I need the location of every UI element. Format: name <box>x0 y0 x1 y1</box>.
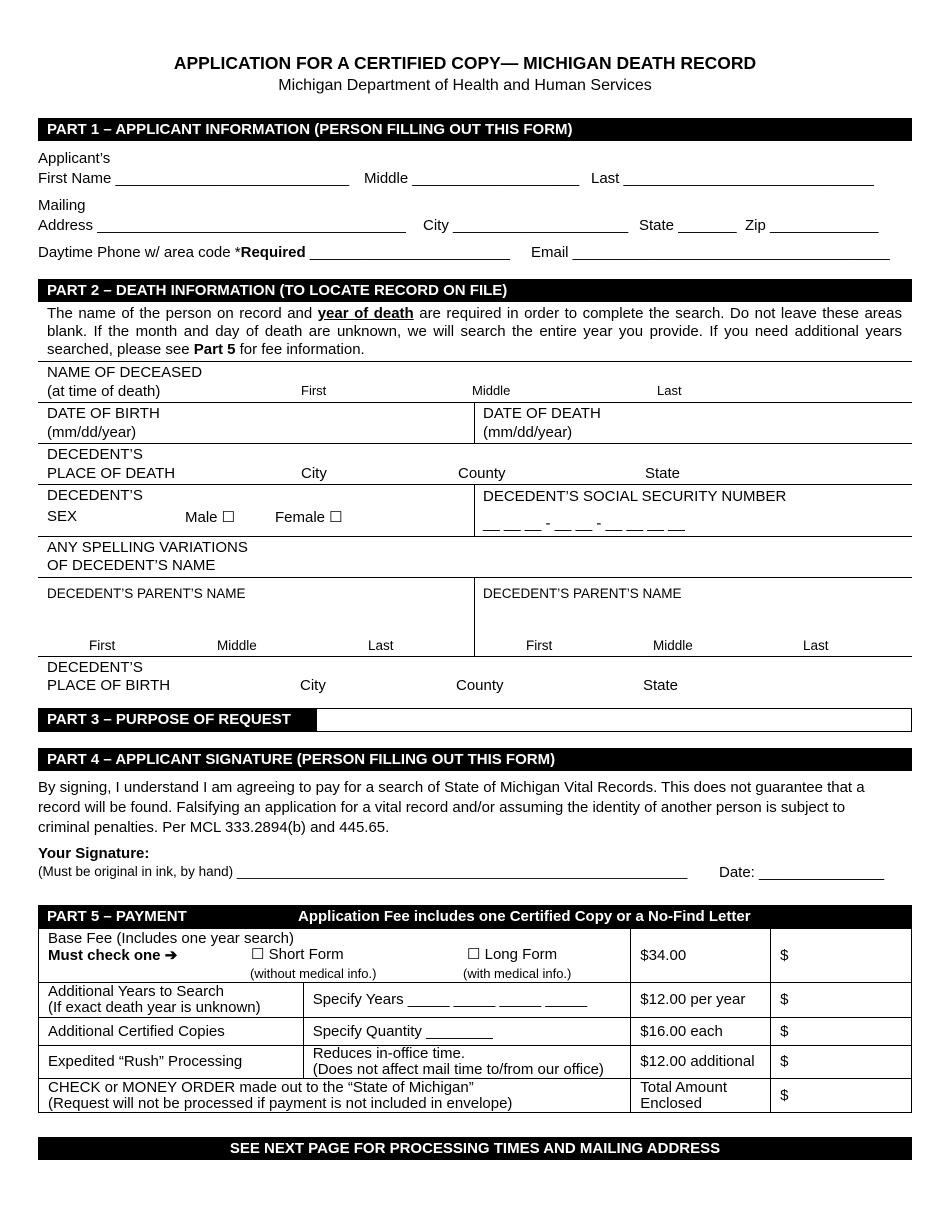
parent1-name-label: DECEDENT’S PARENT’S NAME <box>47 586 246 601</box>
mailing-label: Mailing <box>38 197 86 214</box>
email-field[interactable]: Email ______________________________________ <box>531 244 890 261</box>
additional-copies-label: Additional Certified Copies <box>39 1018 304 1046</box>
deceased-first-field[interactable]: First <box>301 383 327 398</box>
sex-decedents: DECEDENT’S <box>47 487 143 504</box>
divider <box>38 656 912 657</box>
parent1-first-field[interactable]: First <box>89 638 116 653</box>
zip-field[interactable]: Zip _____________ <box>745 217 879 234</box>
female-checkbox[interactable]: Female ☐ <box>275 509 343 526</box>
short-form-checkbox[interactable]: ☐ Short Form <box>251 946 344 963</box>
spelling-variations-field[interactable]: OF DECEDENT’S NAME <box>47 557 216 574</box>
applicant-label: Applicant’s <box>38 150 111 167</box>
rush-amount-field[interactable]: $ <box>771 1046 912 1079</box>
divider <box>38 484 912 485</box>
additional-years-note: (If exact death year is unknown) <box>48 999 261 1016</box>
place-of-birth-decedents: DECEDENT’S <box>47 659 143 676</box>
dob-format[interactable]: (mm/dd/year) <box>47 424 137 441</box>
table-row <box>39 983 912 1018</box>
state-field[interactable]: State _______ <box>639 217 737 234</box>
table-row <box>39 1079 912 1113</box>
dod-format[interactable]: (mm/dd/year) <box>483 424 573 441</box>
parent2-first-field[interactable]: First <box>526 638 553 653</box>
part1-heading: PART 1 – APPLICANT INFORMATION (PERSON FILLING OUT THIS FORM) <box>38 118 912 141</box>
name-of-deceased-label: NAME OF DECEASED <box>47 364 203 381</box>
divider <box>474 484 475 536</box>
birth-state-field[interactable]: State <box>643 677 679 694</box>
parent2-name-label: DECEDENT’S PARENT’S NAME <box>483 586 682 601</box>
place-of-death-label: PLACE OF DEATH <box>47 465 176 482</box>
check-payable-label: CHECK or MONEY ORDER made out to the “State of Michigan” <box>48 1078 474 1096</box>
check-payable-note: (Request will not be processed if payment is not included in envelope) <box>48 1094 513 1112</box>
dod-label: DATE OF DEATH <box>483 405 601 422</box>
divider <box>38 443 912 444</box>
part5-heading-note: Application Fee includes one Certified Copy or a No-Find Letter <box>298 908 751 925</box>
first-name-field[interactable]: First Name ____________________________ <box>38 170 350 187</box>
at-time-of-death-label: (at time of death) <box>47 383 161 400</box>
parent2-last-field[interactable]: Last <box>803 638 829 653</box>
death-state-field[interactable]: State <box>645 465 681 482</box>
part5-heading: PART 5 – PAYMENT Application Fee includes one Certified Copy or a No-Find Letter <box>38 905 912 928</box>
part2-heading: PART 2 – DEATH INFORMATION (TO LOCATE RECORD ON FILE) <box>38 279 912 302</box>
signature-date-field[interactable]: Date: _______________ <box>719 864 885 881</box>
total-amount-field[interactable]: $ <box>771 1079 912 1113</box>
table-row <box>39 929 912 983</box>
base-fee-amount-field[interactable]: $ <box>771 929 912 983</box>
divider <box>38 536 912 537</box>
parent1-last-field[interactable]: Last <box>368 638 394 653</box>
deceased-last-field[interactable]: Last <box>657 383 682 398</box>
additional-copies-amount-field[interactable]: $ <box>771 1018 912 1046</box>
ssn-label: DECEDENT’S SOCIAL SECURITY NUMBER <box>483 488 787 505</box>
rush-note-detail: (Does not affect mail time to/from our office) <box>312 1061 604 1078</box>
place-of-birth-label: PLACE OF BIRTH <box>47 677 171 694</box>
address-field[interactable]: Address _____________________________________ <box>38 217 406 234</box>
base-fee-price: $34.00 <box>631 929 771 983</box>
long-form-checkbox[interactable]: ☐ Long Form <box>467 946 558 963</box>
divider <box>38 577 912 578</box>
birth-city-field[interactable]: City <box>300 677 326 694</box>
last-name-field[interactable]: Last ______________________________ <box>591 170 874 187</box>
must-check-label: Must check one ➔ <box>48 947 178 964</box>
base-fee-label: Base Fee (Includes one year search) <box>48 930 294 947</box>
additional-copies-price: $16.00 each <box>631 1018 771 1046</box>
short-form-note: (without medical info.) <box>250 966 377 981</box>
deceased-middle-field[interactable]: Middle <box>472 383 511 398</box>
rush-processing-label: Expedited “Rush” Processing <box>39 1046 304 1079</box>
table-row <box>39 1018 912 1046</box>
rush-price: $12.00 additional <box>631 1046 771 1079</box>
sex-label: SEX <box>47 508 78 525</box>
city-field[interactable]: City _____________________ <box>423 217 629 234</box>
divider <box>38 361 912 362</box>
specify-quantity-field[interactable]: Specify Quantity ________ <box>303 1018 631 1046</box>
male-checkbox[interactable]: Male ☐ <box>185 509 236 526</box>
total-amount-label: Total Amount <box>640 1078 727 1096</box>
parent2-middle-field[interactable]: Middle <box>653 638 693 653</box>
table-row <box>39 1046 912 1079</box>
death-county-field[interactable]: County <box>458 465 506 482</box>
signature-statement: By signing, I understand I am agreeing to pay for a search of State of Michigan Vital Records. This does not guarantee that a record will be found. Falsifying an application for a vital record and/or assuming the identity of another person is subject to criminal penalties. Per MCL 333.2894(b) and 445.65. <box>38 779 865 836</box>
dob-label: DATE OF BIRTH <box>47 405 160 422</box>
rush-note: Reduces in-office time. <box>312 1045 465 1062</box>
phone-field[interactable]: Daytime Phone w/ area code *Required ________________________ <box>38 244 511 261</box>
ssn-field[interactable]: __ __ __ - __ __ - __ __ __ __ <box>483 515 685 532</box>
your-signature-label: Your Signature: <box>38 845 150 862</box>
long-form-note: (with medical info.) <box>463 966 572 981</box>
part2-instructions: The name of the person on record and year of death are required in order to complete the search. Do not leave these areas blank. If the month and day of death are unknown, we will search the entire year you provide. If you need additional years searched, please see Part 5 for fee information. <box>47 305 902 358</box>
payment-table <box>38 928 912 1113</box>
additional-years-amount-field[interactable]: $ <box>771 983 912 1018</box>
specify-years-field[interactable]: Specify Years _____ _____ _____ _____ <box>303 983 631 1018</box>
divider <box>38 402 912 403</box>
place-of-death-decedents: DECEDENT’S <box>47 446 143 463</box>
additional-years-label: Additional Years to Search <box>48 983 224 1000</box>
part3-heading: PART 3 – PURPOSE OF REQUEST <box>38 708 317 732</box>
form-subtitle: Michigan Department of Health and Human Services <box>278 77 652 94</box>
footer-notice: SEE NEXT PAGE FOR PROCESSING TIMES AND MAILING ADDRESS <box>38 1137 912 1160</box>
form-title: APPLICATION FOR A CERTIFIED COPY— MICHIGAN DEATH RECORD <box>173 53 757 73</box>
death-city-field[interactable]: City <box>301 465 327 482</box>
additional-years-price: $12.00 per year <box>631 983 771 1018</box>
total-enclosed-label: Enclosed <box>640 1094 702 1112</box>
middle-name-field[interactable]: Middle ____________________ <box>364 170 580 187</box>
divider <box>474 402 475 443</box>
part4-heading: PART 4 – APPLICANT SIGNATURE (PERSON FILLING OUT THIS FORM) <box>38 748 912 771</box>
parent1-middle-field[interactable]: Middle <box>217 638 257 653</box>
divider <box>474 577 475 656</box>
signature-field[interactable]: (Must be original in ink, by hand) ____________________________________________________________ <box>38 864 688 879</box>
spelling-variations-label: ANY SPELLING VARIATIONS <box>47 539 248 556</box>
birth-county-field[interactable]: County <box>456 677 504 694</box>
